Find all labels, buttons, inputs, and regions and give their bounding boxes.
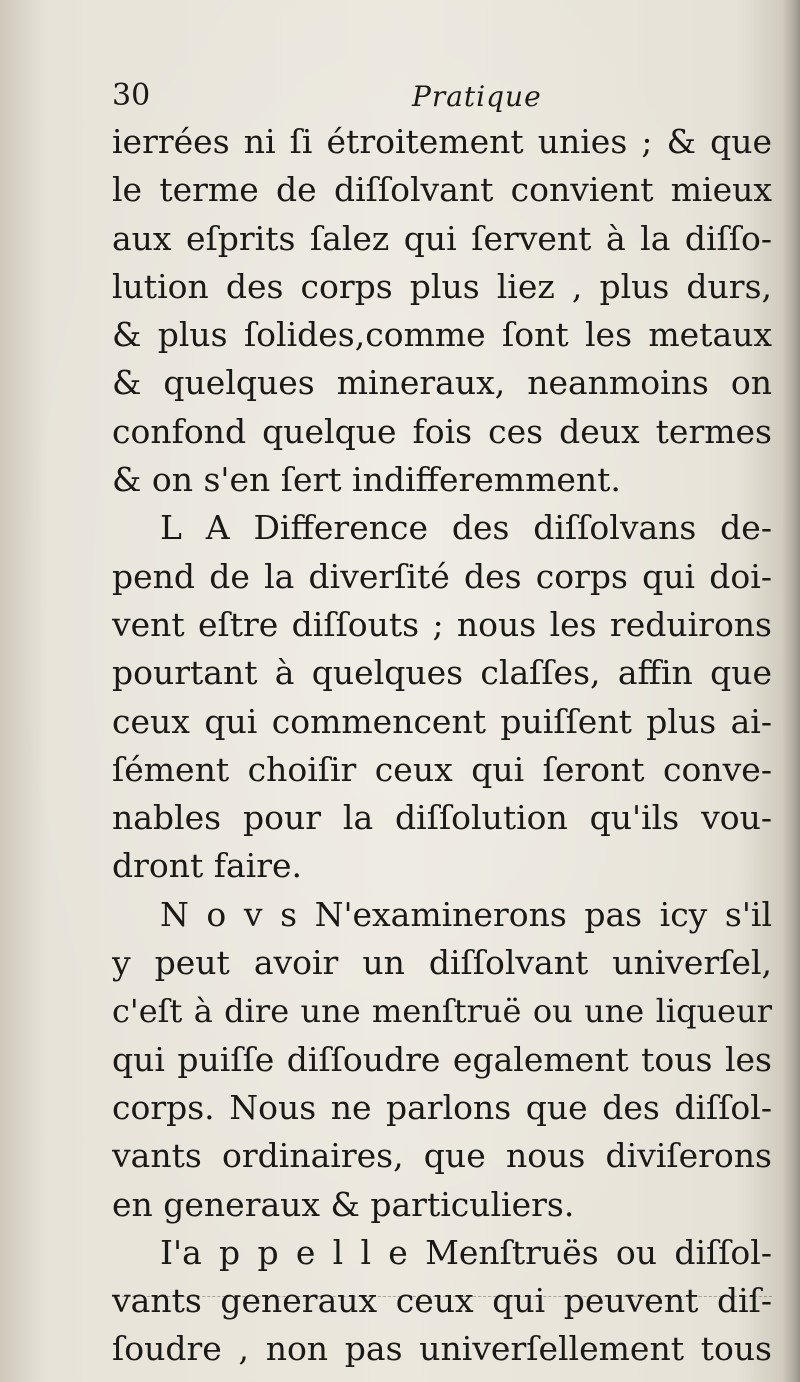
bottom-rule bbox=[112, 1296, 772, 1297]
body-text bbox=[112, 118, 772, 1374]
text-line: ceux qui commencent puiſſent plus ai- bbox=[112, 701, 772, 741]
running-head: Pratique bbox=[412, 80, 542, 113]
text-line: ierrées ni ſi étroitement unies ; & que bbox=[112, 122, 772, 161]
text-line: N o v s N'examinerons pas icy s'il bbox=[160, 894, 772, 934]
text-line: & plus ſolides,comme ſont les metaux bbox=[112, 315, 772, 355]
text-line: L A Difference des diſſolvans de- bbox=[160, 508, 772, 548]
text-line: corps. Nous ne parlons que des diſſol- bbox=[112, 1087, 772, 1127]
text-line: le terme de diſſolvant convient mieux bbox=[112, 170, 772, 210]
text-line: confond quelque fois ces deux termes bbox=[112, 411, 772, 451]
text-line: pourtant à quelques claſſes, affin que bbox=[112, 653, 772, 693]
text-line: ſoudre , non pas univerſellement tous bbox=[112, 1329, 772, 1369]
text-line: & on s'en ſert indifferemment. bbox=[112, 460, 621, 500]
text-line: pend de la diverſité des corps qui doi- bbox=[112, 556, 772, 596]
text-line: en generaux & particuliers. bbox=[112, 1184, 575, 1224]
text-line: lution des corps plus liez , plus durs, bbox=[112, 266, 772, 306]
text-line: & quelques mineraux, neanmoins on bbox=[112, 363, 772, 403]
text-line: vants ordinaires, que nous diviſerons bbox=[112, 1136, 772, 1176]
text-line: vent eſtre diſſouts ; nous les reduirons bbox=[112, 604, 772, 644]
text-line: qui puiſſe diſſoudre egalement tous les bbox=[112, 1039, 772, 1079]
text-line: nables pour la diſſolution qu'ils vou- bbox=[112, 798, 772, 838]
text-line: I'a p p e l l e Menſtruës ou diſſol- bbox=[160, 1232, 772, 1272]
page-number: 30 bbox=[112, 78, 151, 113]
page-header bbox=[112, 78, 772, 118]
page-edge-shadow bbox=[782, 0, 800, 1382]
text-line: vants generaux ceux qui peuvent diſ- bbox=[112, 1281, 772, 1321]
text-line: c'eſt à dire une menſtruë ou une liqueur bbox=[112, 992, 772, 1031]
text-line: aux eſprits ſalez qui ſervent à la diſſo- bbox=[112, 218, 772, 258]
text-line: ſément choiſir ceux qui ſeront conve- bbox=[112, 749, 772, 789]
text-line: dront faire. bbox=[112, 846, 303, 886]
text-line: y peut avoir un diſſolvant univerſel, bbox=[112, 943, 772, 983]
